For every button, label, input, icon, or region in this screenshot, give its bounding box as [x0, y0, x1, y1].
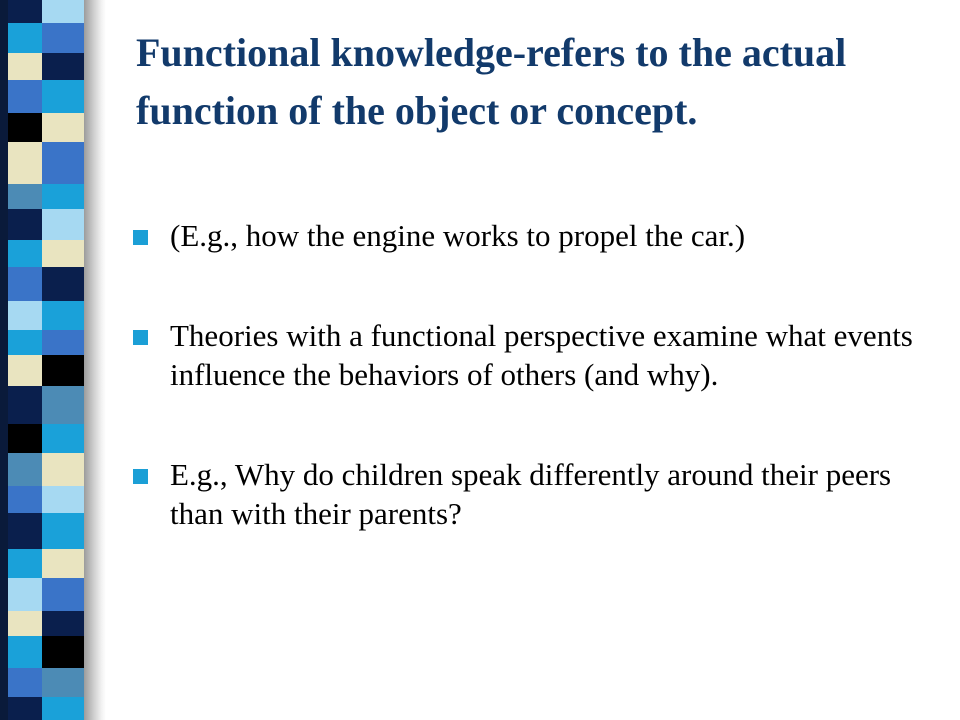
stripe-cell: [42, 23, 84, 52]
stripe-cell: [42, 184, 84, 209]
stripe-cell: [42, 267, 84, 300]
stripe-block: [0, 0, 84, 23]
bullet-text: E.g., Why do children speak differently around their peers than with their parents?: [170, 457, 892, 531]
bullet-item: [133, 316, 933, 394]
stripe-cell: [42, 240, 84, 267]
stripe-shadow: [84, 0, 106, 720]
bullet-list: [133, 216, 933, 533]
bullet-square-icon: [133, 469, 148, 484]
stripe-cell: [42, 0, 84, 23]
stripe-block: [0, 184, 84, 209]
stripe-block: [0, 636, 84, 667]
stripe-block: [0, 486, 84, 513]
stripe-block: [0, 301, 84, 330]
stripe-block: [0, 386, 84, 423]
stripe-block: [0, 549, 84, 578]
stripe-cell: [42, 697, 84, 720]
stripe-cell: [42, 330, 84, 355]
stripe-edge: [0, 0, 8, 720]
stripe-block: [0, 668, 84, 697]
stripe-block: [0, 513, 84, 548]
stripe-block: [0, 53, 84, 80]
stripe-cell: [42, 209, 84, 240]
stripe-cell: [42, 301, 84, 330]
stripe-cell: [42, 424, 84, 453]
stripe-block: [0, 240, 84, 267]
stripe-block: [0, 611, 84, 636]
stripe-cell: [42, 355, 84, 386]
stripe-block: [0, 355, 84, 386]
stripe-cell: [42, 142, 84, 183]
bullet-text: (E.g., how the engine works to propel the car.): [170, 218, 746, 253]
bullet-item: [133, 216, 933, 255]
bullet-item: [133, 455, 933, 533]
bullet-text: Theories with a functional perspective examine what events influence the behaviors of others (and why).: [170, 318, 913, 392]
stripe-block: [0, 453, 84, 486]
stripe-block: [0, 142, 84, 183]
decorative-stripe-bar: [0, 0, 84, 720]
stripe-cell: [42, 486, 84, 513]
stripe-block: [0, 697, 84, 720]
bullet-square-icon: [133, 330, 148, 345]
stripe-cell: [42, 513, 84, 548]
stripe-block: [0, 23, 84, 52]
stripe-block: [0, 80, 84, 113]
stripe-block: [0, 578, 84, 611]
stripe-cell: [42, 80, 84, 113]
bullet-square-icon: [133, 230, 148, 245]
stripe-cell: [42, 53, 84, 80]
stripe-block: [0, 267, 84, 300]
stripe-cell: [42, 668, 84, 697]
stripe-cell: [42, 578, 84, 611]
stripe-cell: [42, 611, 84, 636]
stripe-cell: [42, 386, 84, 423]
stripe-block: [0, 330, 84, 355]
stripe-cell: [42, 453, 84, 486]
slide-title: Functional knowledge-refers to the actual function of the object or concept.: [136, 30, 847, 133]
stripe-block: [0, 113, 84, 142]
stripe-cell: [42, 636, 84, 667]
stripe-block: [0, 424, 84, 453]
stripe-cell: [42, 549, 84, 578]
stripe-cell: [42, 113, 84, 142]
stripe-block: [0, 209, 84, 240]
